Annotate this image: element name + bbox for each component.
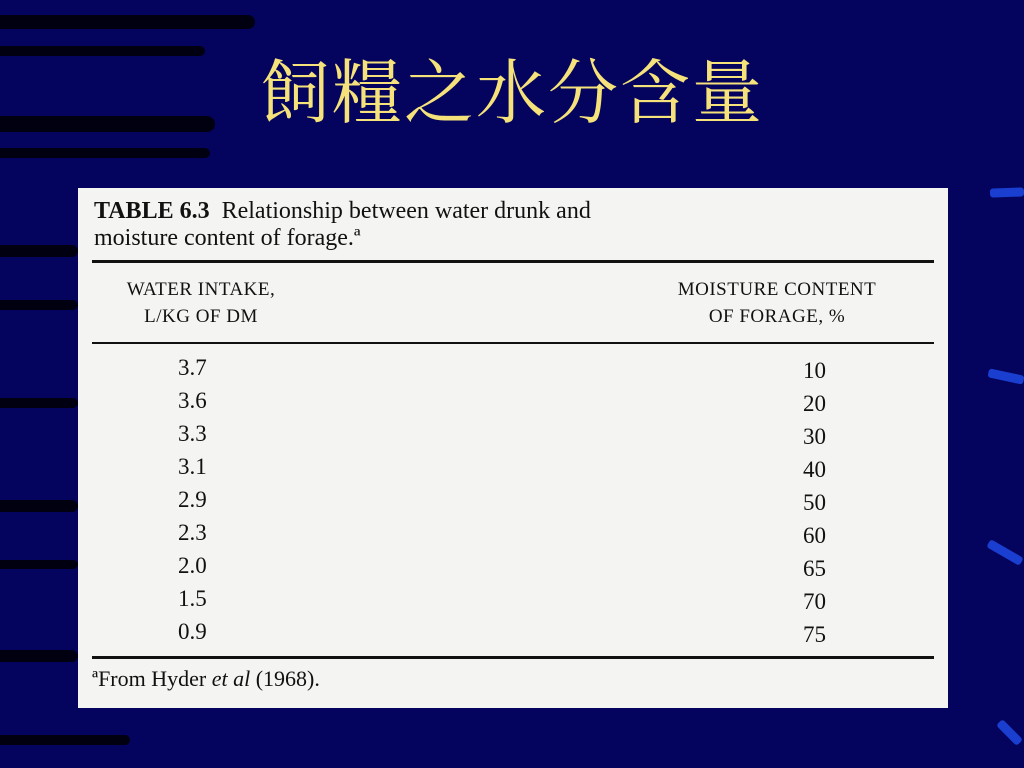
table-row [78,354,948,387]
table-row [78,453,948,486]
moisture-cell: 70 [803,589,826,614]
header-line: OF FORAGE, % [708,306,846,327]
footnote-italic: et al [211,666,251,691]
header-line: WATER INTAKE, [126,279,276,300]
header-line: MOISTURE CONTENT [677,279,877,300]
water-intake-cell: 3.6 [178,388,207,413]
column-header-water-intake [96,276,306,330]
water-intake-cell: 1.5 [178,586,207,611]
table-label: TABLE 6.3 [94,198,210,224]
table-row [78,585,948,618]
background-stripe [0,398,78,408]
background-stripe [0,500,78,512]
background-stripe [0,560,78,569]
table-row [78,552,948,585]
water-intake-cell: 2.0 [178,553,207,578]
background-stripe [0,735,130,745]
moisture-cell: 30 [803,424,826,449]
water-intake-cell: 3.1 [178,454,207,479]
accent-dash [987,368,1024,384]
background-stripe [0,148,210,158]
table-row [78,486,948,519]
background-stripe [0,46,205,56]
table-row [78,618,948,651]
column-header-moisture [632,276,922,330]
moisture-cell: 50 [803,490,826,515]
water-intake-cell: 2.3 [178,520,207,545]
table-footnote [92,666,320,692]
moisture-cell: 10 [803,358,826,383]
water-intake-cell: 0.9 [178,619,207,644]
moisture-cell: 65 [803,556,826,581]
accent-dash [996,719,1023,746]
footnote-text: (1968). [250,666,320,691]
water-intake-cell: 2.9 [178,487,207,512]
caption-text-2: moisture content of forage.ª [94,225,361,251]
footnote-text: ªFrom Hyder [92,666,212,691]
header-line: L/KG OF DM [144,306,258,327]
background-stripe [0,650,78,662]
moisture-cell: 60 [803,523,826,548]
moisture-cell: 40 [803,457,826,482]
bottom-rule [92,656,934,659]
water-intake-cell: 3.7 [178,355,207,380]
table-row [78,420,948,453]
background-stripe [0,300,78,310]
accent-dash [986,539,1023,566]
scanned-table-image [78,188,948,708]
table-row [78,519,948,552]
caption-text-1: Relationship between water drunk and [221,198,591,224]
moisture-cell: 75 [803,622,826,647]
water-intake-cell: 3.3 [178,421,207,446]
accent-dash [990,187,1024,197]
table-caption [94,198,591,252]
moisture-cell: 20 [803,391,826,416]
background-stripe [0,15,255,29]
slide-title: 飼糧之水分含量 [260,52,764,134]
table-body [78,354,948,651]
caption-line [94,198,591,225]
background-stripe [0,245,78,257]
header-rule [92,342,934,344]
table-row [78,387,948,420]
top-rule [92,260,934,263]
